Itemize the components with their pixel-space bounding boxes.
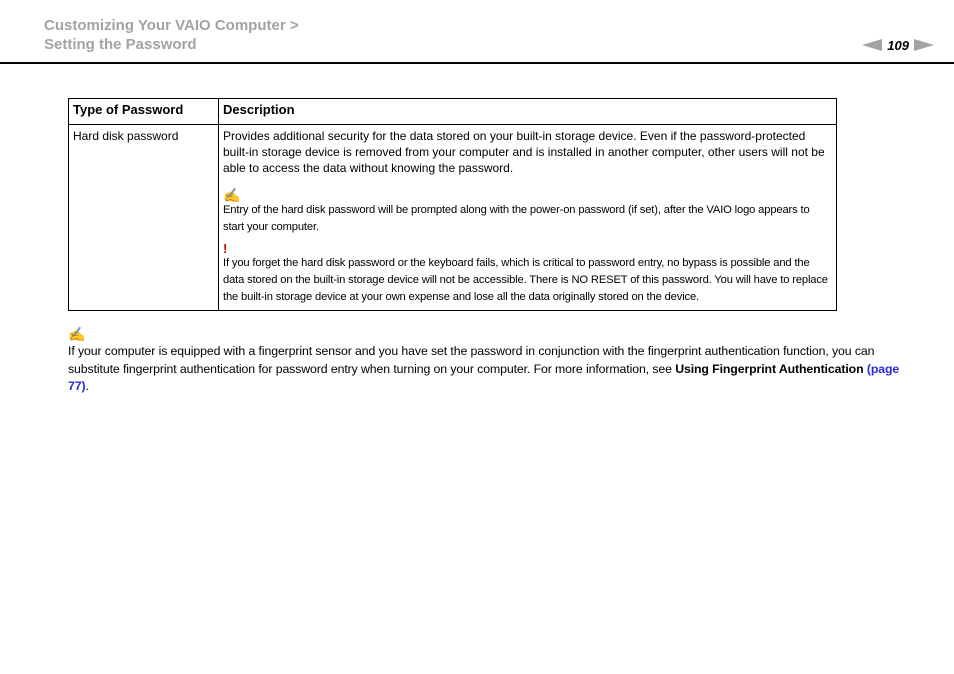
fingerprint-reference-title: Using Fingerprint Authentication [675,361,864,376]
header-title-line2: Setting the Password [44,36,197,53]
page-number: 109 [887,37,909,53]
header-divider [0,62,954,64]
fingerprint-note [68,327,918,396]
fingerprint-note-end: . [85,379,89,393]
password-type-cell: Hard disk password [69,125,219,311]
page-header-title [44,16,299,54]
page-navigation [862,36,934,54]
page-77-link[interactable]: (page 77) [68,361,900,393]
warning-exclamation-icon: ! [223,241,228,256]
previous-page-arrow-icon[interactable] [862,39,882,51]
column-header-description: Description [219,99,837,125]
description-cell [219,125,837,311]
table-row [69,125,837,311]
next-page-arrow-icon[interactable] [914,39,934,51]
description-text: Provides additional security for the data stored on your built-in storage device. Even if the password-protected built-in storage device is removed from your computer and is installed in another computer, other users will not be able to access the data without knowing the password. [223,129,825,175]
note-text: Entry of the hard disk password will be prompted along with the power-on password (if set), after the VAIO logo appears to start your computer. [223,204,810,233]
password-types-table [68,98,837,311]
warning-text: If you forget the hard disk password or the keyboard fails, which is critical to password entry, no bypass is possible and the data stored on the built-in storage device will not be accessible. There is NO RESET of this password. You will have to replace the built-in storage device at your own expense and lose all the data originally stored on the device. [223,257,828,303]
note-pen-icon: ✍ [68,326,86,342]
column-header-type: Type of Password [69,99,219,125]
header-title-line1: Customizing Your VAIO Computer > [44,17,299,34]
table-header-row [69,99,837,125]
note-pen-icon: ✍ [223,187,241,203]
fingerprint-note-text: If your computer is equipped with a fingerprint sensor and you have set the password in conjunction with the fingerprint authentication function, you can substitute fingerprint authentication for password entry when turning on your computer. For more information, see [68,344,875,376]
